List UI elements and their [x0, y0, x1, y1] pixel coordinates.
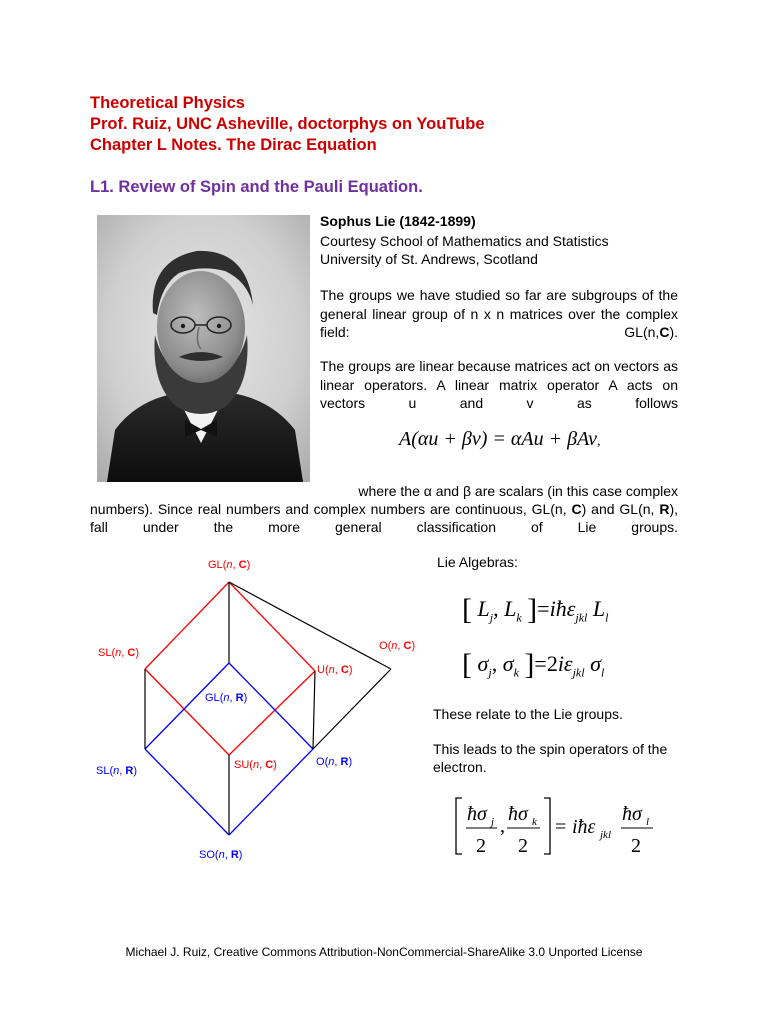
svg-text:ħσ: ħσ — [622, 803, 642, 825]
svg-text:,: , — [500, 815, 505, 837]
red-edges — [145, 582, 315, 755]
lie-groups-relation-text: These relate to the Lie groups. — [433, 706, 623, 722]
angular-momentum-commutator: [ $L_j$, $L_k$ ]=iħε$_{jkl}$ $L_l$ — [462, 593, 609, 626]
chapter-title: Chapter L Notes. The Dirac Equation — [90, 136, 377, 154]
portrait-institution: University of St. Andrews, Scotland — [320, 251, 538, 267]
paragraph-scalars-text-b: ) and GL(n, — [581, 501, 660, 517]
svg-text:ħσ: ħσ — [508, 803, 528, 825]
field-symbol-r: R — [659, 501, 670, 517]
paragraph-subgroups — [320, 286, 678, 342]
paragraph-subgroups-end: ). — [669, 324, 678, 340]
label-o-n-c: O(n, C) — [379, 640, 416, 652]
label-sl-n-c: SL(n, C) — [98, 647, 140, 659]
portrait-name: Sophus Lie (1842-1899) — [320, 213, 476, 229]
pauli-commutator: [ $\sigma_j$, $\sigma_k$ ]$=2i\varepsilon_{jkl}$ $\sigma_l$ — [462, 648, 605, 681]
linear-operator-equation-text: A(αu + βv) = αAu + βAv — [399, 428, 598, 450]
sophus-lie-portrait — [97, 215, 310, 482]
paragraph-linear — [320, 357, 678, 413]
spin-operators-text: This leads to the spin operators of the electron. — [433, 741, 668, 775]
svg-text:j: j — [491, 816, 495, 828]
course-title: Theoretical Physics — [90, 94, 245, 112]
label-u-n-c: U(n, C) — [317, 664, 353, 676]
svg-text:l: l — [646, 816, 650, 828]
license-footer: Michael J. Ruiz, Creative Commons Attribution-NonCommercial-ShareAlike 3.0 Unported License — [125, 945, 643, 959]
black-edges — [145, 582, 391, 835]
label-o-n-r: O(n, R) — [316, 756, 353, 768]
label-gl-n-c: GL(n, C) — [208, 559, 251, 571]
paragraph-scalars-text-c: ), fall under the more general classification of Lie groups. — [90, 501, 678, 535]
label-gl-n-r: GL(n, R) — [205, 692, 248, 704]
paragraph-subgroups-text: The groups we have studied so far are subgroups of the general linear group of n x n matrices over the complex field: GL(n, — [320, 287, 678, 340]
paragraph-linear-text: The groups are linear because matrices act on vectors as linear operators. A linear matrix operator A acts on vectors u and v as follows — [320, 358, 678, 411]
linear-operator-equation — [399, 428, 601, 451]
portrait-credit: Courtesy School of Mathematics and Statistics — [320, 233, 609, 249]
svg-text:ħσ: ħσ — [467, 803, 487, 825]
svg-text:k: k — [532, 816, 537, 828]
svg-text:jkl: jkl — [600, 829, 611, 841]
label-su-n-c: SU(n, C) — [234, 759, 277, 771]
svg-text:2: 2 — [518, 835, 528, 857]
svg-text:2: 2 — [476, 835, 486, 857]
label-sl-n-r: SL(n, R) — [96, 765, 138, 777]
author-line: Prof. Ruiz, UNC Asheville, doctorphys on YouTube — [90, 115, 485, 133]
field-symbol-c: C — [659, 324, 670, 340]
label-so-n-r: SO(n, R) — [199, 849, 243, 861]
paragraph-scalars-line1: where the α and β are scalars (in this case complex — [358, 483, 678, 499]
svg-text:iħε: iħε — [572, 816, 596, 838]
paragraph-scalars-text-a: numbers). Since real numbers and complex numbers are continuous, GL(n, — [90, 501, 572, 517]
field-symbol-c: C — [571, 501, 582, 517]
svg-text:=: = — [555, 816, 567, 838]
spin-operator-commutator — [450, 792, 680, 862]
lie-group-lattice-diagram — [87, 545, 425, 905]
lie-algebras-label: Lie Algebras: — [437, 554, 518, 570]
svg-text:2: 2 — [631, 835, 641, 857]
section-heading: L1. Review of Spin and the Pauli Equation. — [90, 178, 423, 196]
paragraph-scalars — [90, 500, 678, 536]
equation-comma: , — [597, 434, 601, 449]
